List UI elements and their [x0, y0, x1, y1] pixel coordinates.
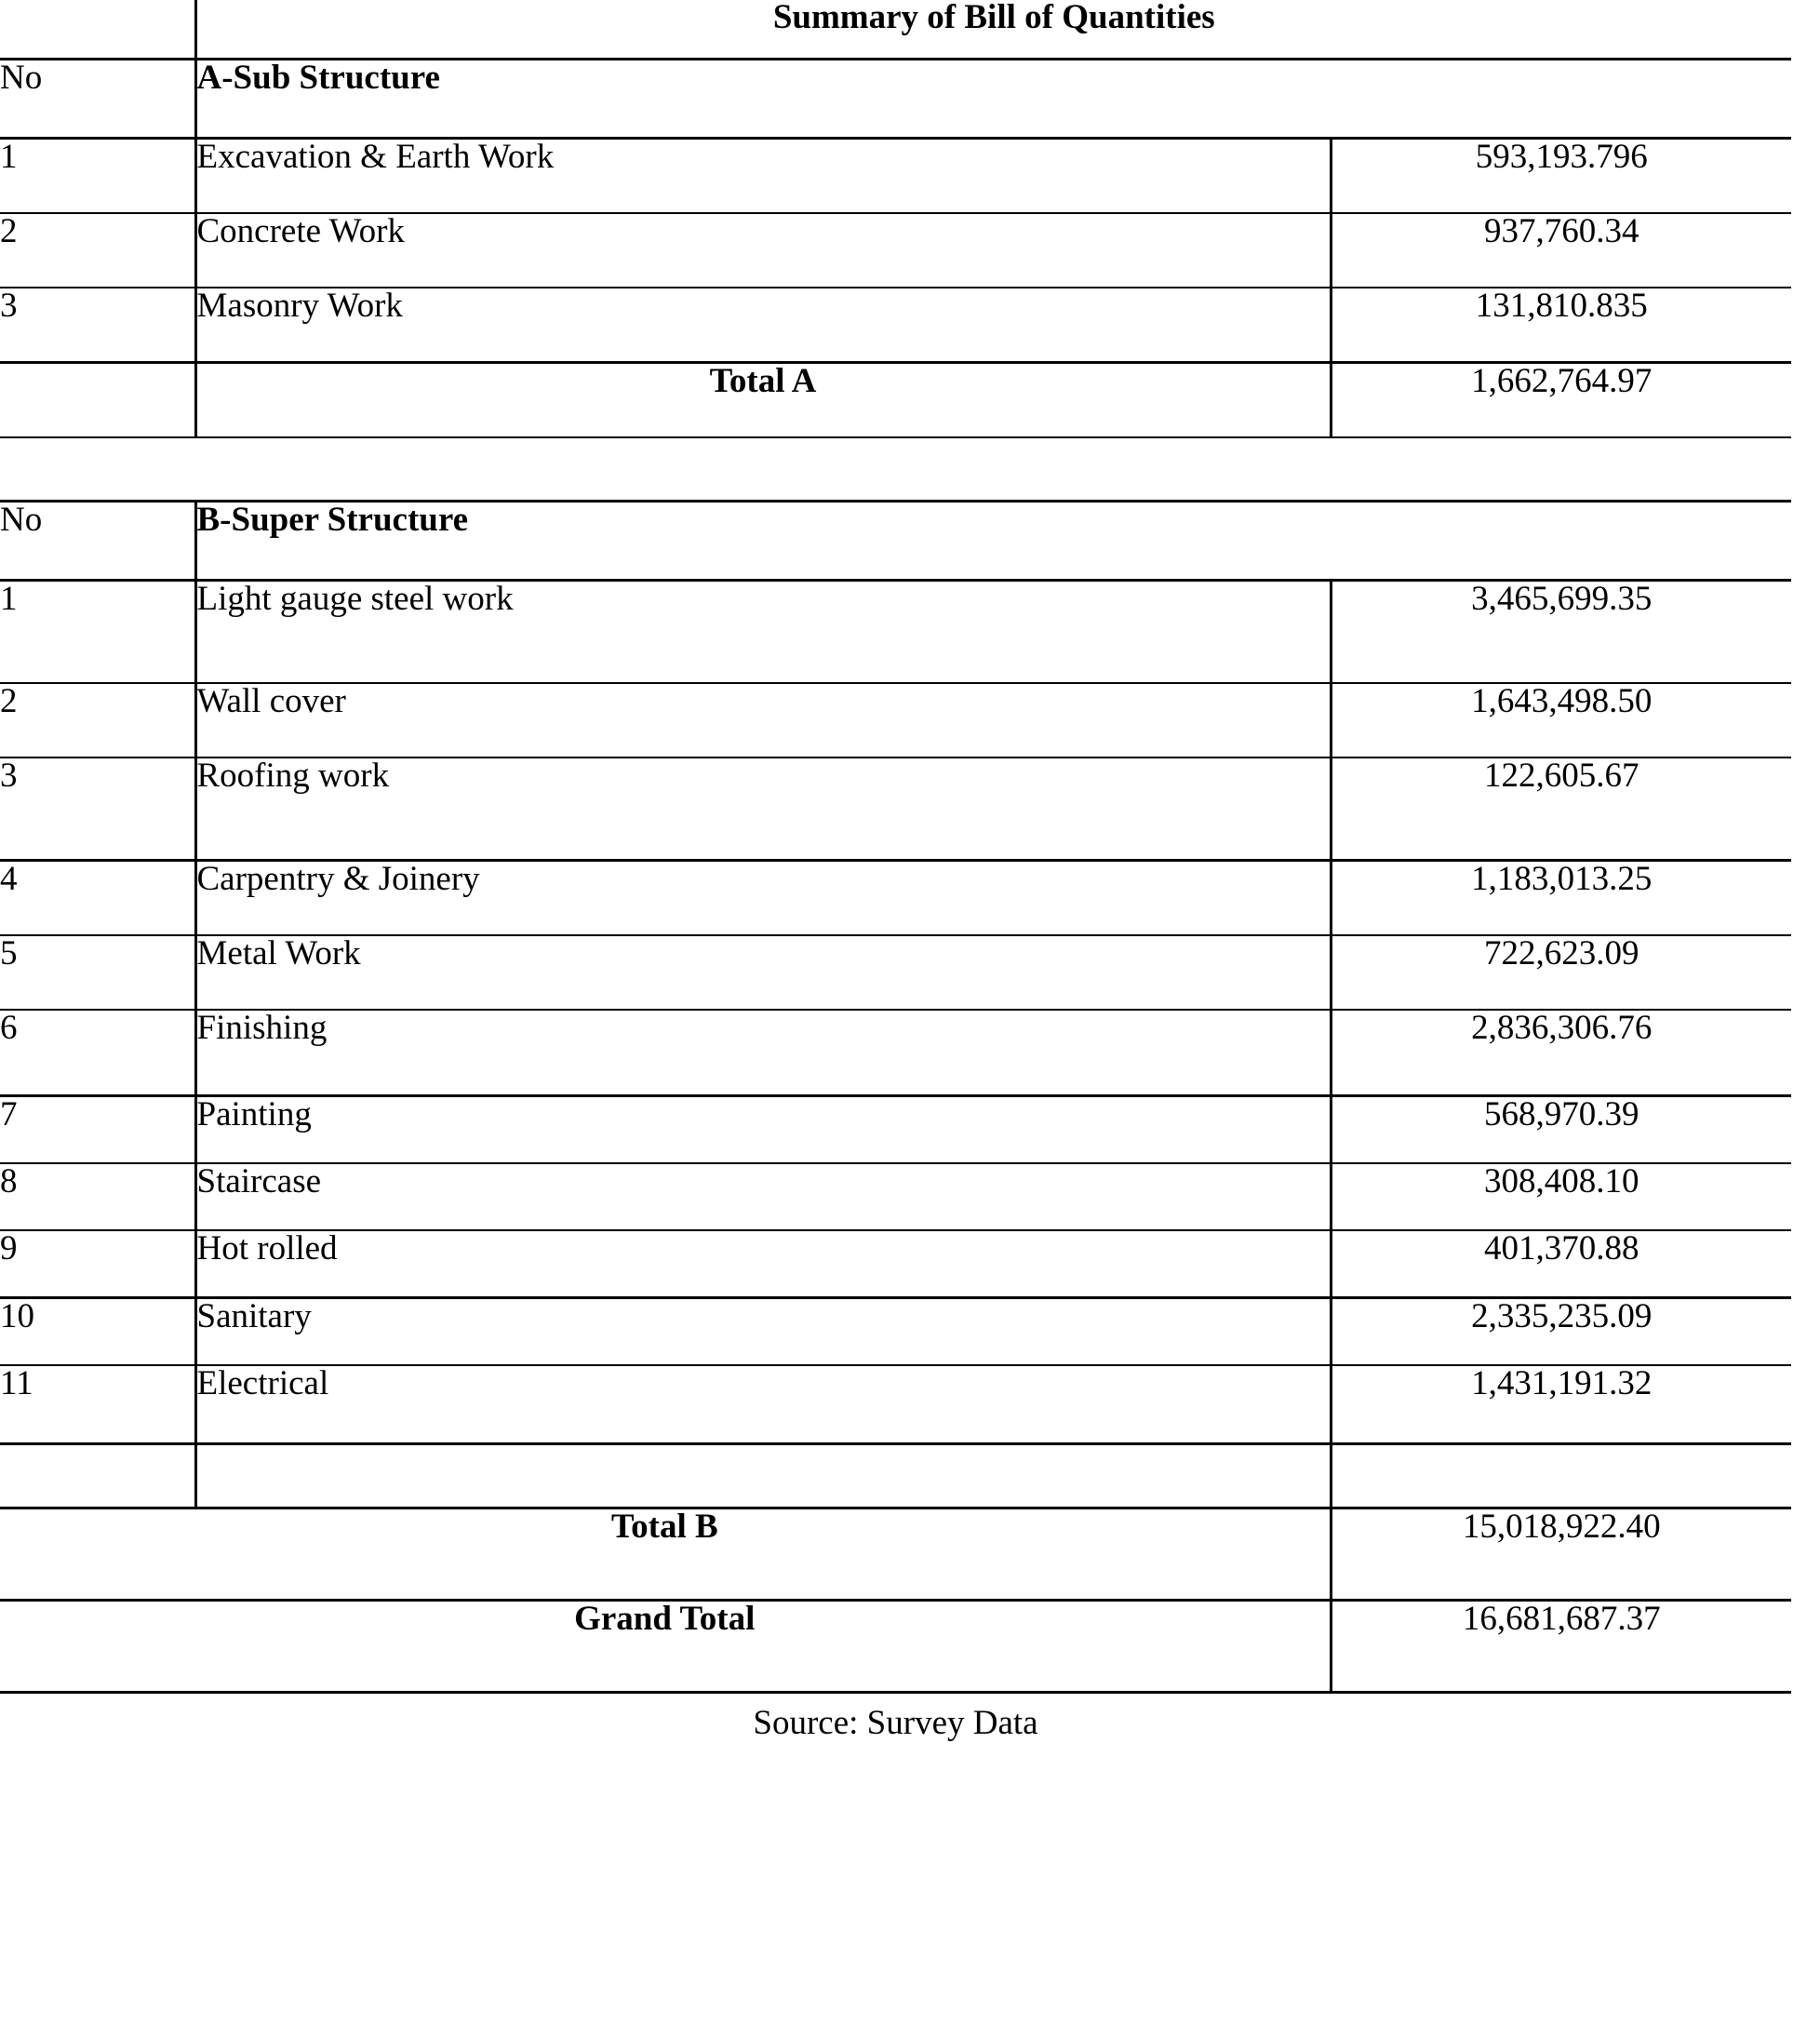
section-b-header-row	[0, 502, 1791, 581]
total-b-row	[0, 1508, 1791, 1601]
table-row	[0, 1230, 1791, 1298]
row-number: 3	[0, 758, 195, 861]
pre-total-blank-row	[0, 1444, 1791, 1508]
table-row	[0, 213, 1791, 288]
total-a-no-blank	[0, 363, 195, 438]
table-row	[0, 758, 1791, 861]
row-number: 8	[0, 1163, 195, 1230]
grand-total-amount: 16,681,687.37	[1331, 1601, 1791, 1693]
title-row	[0, 0, 1791, 60]
row-amount: 1,183,013.25	[1331, 861, 1791, 936]
row-number: 9	[0, 1230, 195, 1298]
page-title: Summary of Bill of Quantities	[772, 0, 1215, 36]
title-left-blank	[0, 0, 195, 60]
row-number: 2	[0, 213, 195, 288]
section-a-header-row	[0, 60, 1791, 139]
table-row	[0, 1096, 1791, 1164]
row-description: Metal Work	[195, 935, 1331, 1010]
table-row	[0, 288, 1791, 363]
row-description: Staircase	[195, 1163, 1331, 1230]
row-description: Electrical	[195, 1365, 1331, 1444]
row-number: 6	[0, 1010, 195, 1096]
section-a-no-header: No	[0, 60, 195, 139]
spacer-body	[195, 437, 1791, 502]
pre-total-desc-blank	[195, 1444, 1331, 1508]
total-a-row	[0, 363, 1791, 438]
total-a-label: Total A	[195, 363, 1331, 438]
section-b-name-header: B-Super Structure	[195, 502, 1791, 581]
row-amount: 2,335,235.09	[1331, 1298, 1791, 1366]
row-amount: 131,810.835	[1331, 288, 1791, 363]
grand-total-label: Grand Total	[0, 1601, 1331, 1693]
row-description: Masonry Work	[195, 288, 1331, 363]
table-row	[0, 1298, 1791, 1366]
source-note: Source: Survey Data	[753, 1704, 1038, 1742]
row-amount: 722,623.09	[1331, 935, 1791, 1010]
row-amount: 593,193.796	[1331, 139, 1791, 214]
row-number: 10	[0, 1298, 195, 1366]
row-description: Painting	[195, 1096, 1331, 1164]
row-amount: 308,408.10	[1331, 1163, 1791, 1230]
row-number: 1	[0, 581, 195, 684]
table-row	[0, 139, 1791, 214]
section-b-no-header: No	[0, 502, 195, 581]
row-amount: 1,643,498.50	[1331, 683, 1791, 758]
total-b-label: Total B	[0, 1508, 1331, 1601]
table-row	[0, 1010, 1791, 1096]
row-amount: 937,760.34	[1331, 213, 1791, 288]
pre-total-val-blank	[1331, 1444, 1791, 1508]
row-amount: 2,836,306.76	[1331, 1010, 1791, 1096]
spacer-no	[0, 437, 195, 502]
row-number: 1	[0, 139, 195, 214]
section-spacer-row	[0, 437, 1791, 502]
row-description: Carpentry & Joinery	[195, 861, 1331, 936]
table-row	[0, 683, 1791, 758]
row-number: 3	[0, 288, 195, 363]
pre-total-no-blank	[0, 1444, 195, 1508]
section-a-name-header: A-Sub Structure	[195, 60, 1791, 139]
row-description: Concrete Work	[195, 213, 1331, 288]
row-amount: 568,970.39	[1331, 1096, 1791, 1164]
row-description: Wall cover	[195, 683, 1331, 758]
row-description: Light gauge steel work	[195, 581, 1331, 684]
row-number: 7	[0, 1096, 195, 1164]
table-row	[0, 581, 1791, 684]
row-description: Sanitary	[195, 1298, 1331, 1366]
table-row	[0, 1163, 1791, 1230]
grand-total-row	[0, 1601, 1791, 1693]
row-description: Finishing	[195, 1010, 1331, 1096]
table-row	[0, 935, 1791, 1010]
total-b-amount: 15,018,922.40	[1331, 1508, 1791, 1601]
row-amount: 401,370.88	[1331, 1230, 1791, 1298]
row-amount: 1,431,191.32	[1331, 1365, 1791, 1444]
table-row	[0, 861, 1791, 936]
row-description: Excavation & Earth Work	[195, 139, 1331, 214]
row-description: Hot rolled	[195, 1230, 1331, 1298]
row-number: 4	[0, 861, 195, 936]
total-a-amount: 1,662,764.97	[1331, 363, 1791, 438]
row-amount: 122,605.67	[1331, 758, 1791, 861]
row-number: 2	[0, 683, 195, 758]
row-amount: 3,465,699.35	[1331, 581, 1791, 684]
row-description: Roofing work	[195, 758, 1331, 861]
row-number: 5	[0, 935, 195, 1010]
row-number: 11	[0, 1365, 195, 1444]
table-row	[0, 1365, 1791, 1444]
